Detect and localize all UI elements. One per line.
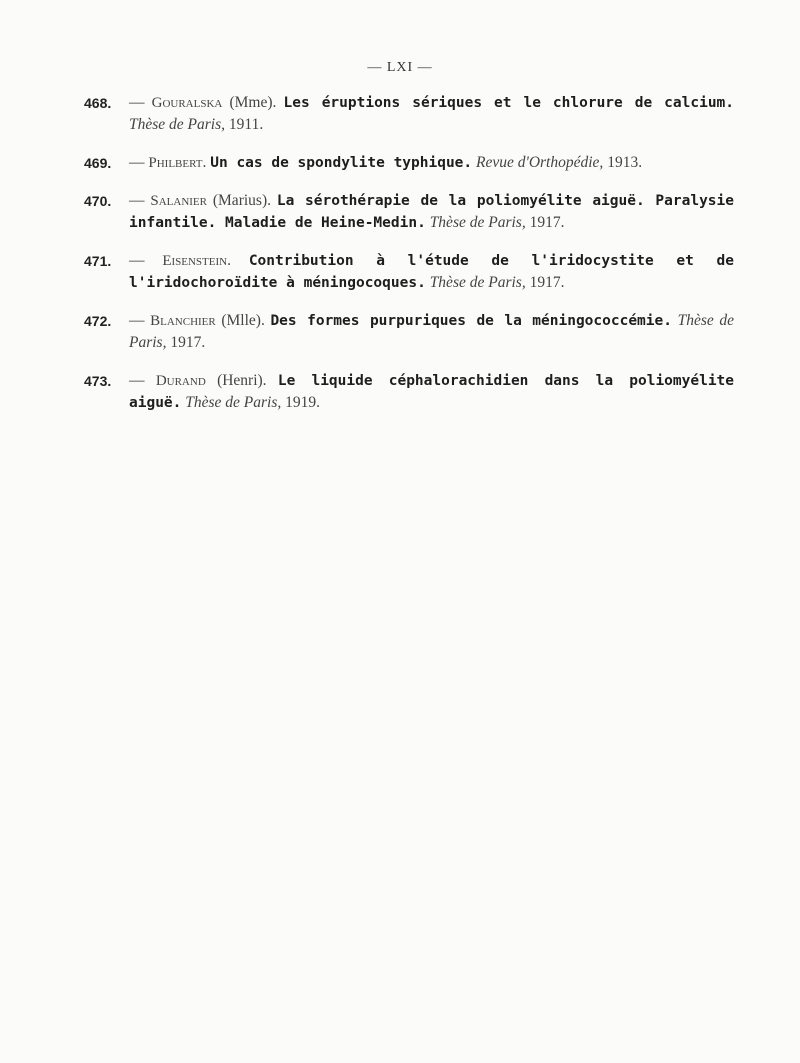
- entry-source: Thèse de Paris,: [129, 116, 226, 133]
- entry-dash: —: [129, 94, 152, 111]
- entry-author: Blanchier: [150, 313, 216, 329]
- entry-year: 1917.: [525, 214, 565, 231]
- entry-number: 471.: [84, 253, 112, 269]
- page-number-header: — LXI —: [367, 60, 433, 75]
- entry-title: Des formes purpuriques de la méningococcémie.: [270, 313, 672, 329]
- bibliography-entry: [84, 92, 734, 136]
- entry-title: Contribution à l'étude de l'iridocystite et de l'iridochoroïdite à méningocoques.: [129, 253, 735, 291]
- entry-year: 1919.: [281, 394, 321, 411]
- entry-author-extra: (Mme).: [222, 94, 284, 111]
- entry-source: Thèse de Paris,: [129, 312, 735, 351]
- entry-dash: —: [129, 252, 163, 269]
- entry-year: 1911.: [225, 116, 264, 133]
- entry-author: Durand: [155, 373, 206, 389]
- entry-dash: —: [129, 372, 156, 389]
- bibliography-entry: [84, 370, 734, 414]
- entry-dash: —: [129, 312, 151, 329]
- entry-title: La sérothérapie de la poliomyélite aiguë. Paralysie infantile. Maladie de Heine-Medin.: [129, 193, 734, 231]
- bibliography-entry: [84, 190, 734, 234]
- entry-author: Philbert: [148, 155, 203, 171]
- entry-author-extra: (Henri).: [205, 372, 278, 389]
- entry-number: 468.: [84, 95, 112, 111]
- entry-number: 472.: [84, 313, 112, 329]
- entry-source: Revue d'Orthopédie,: [472, 154, 604, 171]
- entry-year: 1913.: [603, 154, 643, 171]
- entry-dash: —: [129, 192, 151, 209]
- entry-source: Thèse de Paris,: [425, 274, 526, 291]
- entry-author-extra: (Marius).: [207, 192, 277, 209]
- entry-number: 470.: [84, 193, 112, 209]
- entry-source: Thèse de Paris,: [181, 394, 282, 411]
- entry-dash: —: [129, 154, 149, 171]
- entry-author-extra: (Mlle).: [215, 312, 271, 329]
- entry-title: Les éruptions sériques et le chlorure de calcium.: [283, 95, 735, 111]
- entry-author: Salanier: [150, 193, 207, 209]
- entry-author-extra: .: [227, 252, 249, 269]
- entry-year: 1917.: [166, 334, 206, 351]
- entry-year: 1917.: [525, 274, 565, 291]
- entry-source: Thèse de Paris,: [425, 214, 526, 231]
- entry-number: 469.: [84, 155, 112, 171]
- entry-author: Gouralska: [151, 95, 223, 111]
- entry-number: 473.: [84, 373, 112, 389]
- entry-title: Un cas de spondylite typhique.: [210, 155, 473, 171]
- bibliography-entry: [84, 310, 734, 354]
- bibliography-list: [84, 92, 734, 430]
- entry-title: Le liquide céphalorachidien dans la poliomyélite aiguë.: [129, 373, 735, 411]
- bibliography-entry: [84, 152, 734, 174]
- entry-author-extra: .: [202, 154, 211, 171]
- bibliography-entry: [84, 250, 734, 294]
- entry-author: Eisenstein: [162, 253, 228, 269]
